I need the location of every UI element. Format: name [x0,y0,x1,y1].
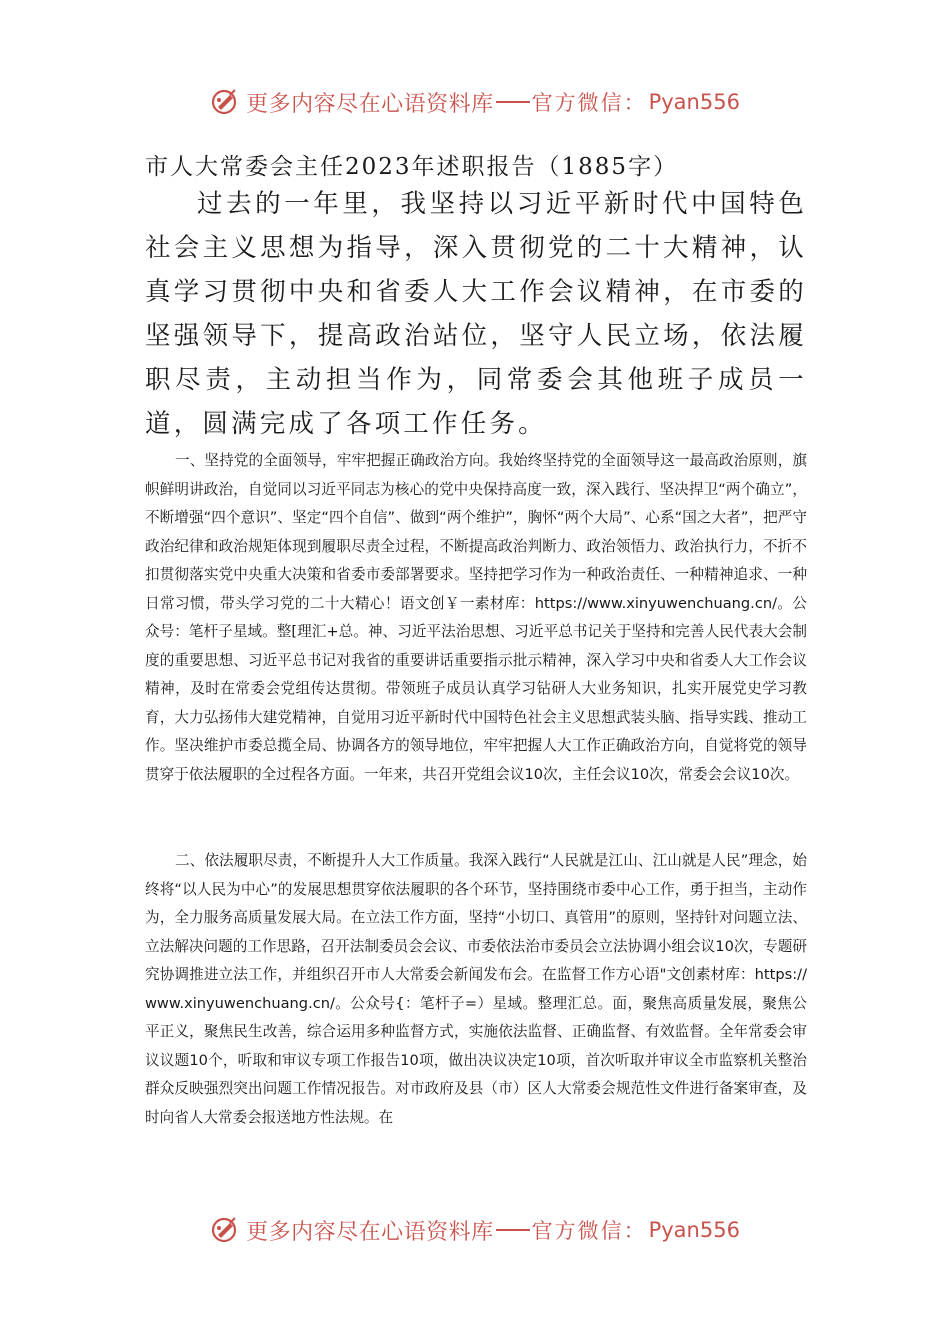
lead-paragraph: 过去的一年里，我坚持以习近平新时代中国特色社会主义思想为指导，深入贯彻党的二十大精神，认真学习贯彻中央和省委人大工作会议精神，在市委的坚强领导下，提高政治站位，坚守人民立场，依法履职尽责，主动担当作为，同常委会其他班子成员一道，圆满完成了各项工作任务。 [145,189,807,439]
pen-logo-icon [210,87,240,117]
banner-handle: Pyan556 [648,1218,740,1242]
banner-brand: 更多内容尽在心语资料库 [246,91,494,117]
banner-brand: 更多内容尽在心语资料库 [246,1219,494,1245]
banner-wechat-label: 官方微信： [531,91,647,115]
body-paragraph-1: 一、坚持党的全面领导，牢牢把握正确政治方向。我始终坚持党的全面领导这一最高政治原则，旗帜鲜明讲政治，自觉同以习近平同志为核心的党中央保持高度一致，深入践行、坚决捍卫“两个确立”，不断增强“四个意识”、坚定“四个自信”、做到“两个维护”，胸怀“两个大局”、心系“国之大者”，把严守政治纪律和政治规矩体现到履职尽责全过程，不断提高政治判断力、政治领悟力、政治执行力，不折不扣贯彻落实党中央重大决策和省委市委部署要求。坚持把学习作为一种政治责任、一种精神追求、一种日常习惯，带头学习党的二十大精心！语文创￥一素材库：https://www.xinyuwenchuang.cn/。公众号：笔杆子星域。整[理汇+总。神、习近平法治思想、习近平总书记关于坚持和完善人民代表大会制度的重要思想、习近平总书记对我省的重要讲话重要指示批示精神，深入学习中央和省委人大工作会议精神，及时在常委会党组传达贯彻。带领班子成员认真学习钻研人大业务知识，扎实开展党史学习教育，大力弘扬伟大建党精神，自觉用习近平新时代中国特色社会主义思想武装头脑、指导实践、推动工作。坚决维护市委总揽全局、协调各方的领导地位，牢牢把握人大工作正确政治方向，自觉将党的领导贯穿于依法履职的全过程各方面。一年来，共召开党组会议10次，主任会议10次，常委会会议10次。 [145,452,807,783]
banner-wechat-label: 官方微信： [531,1219,647,1243]
top-banner [0,82,950,122]
bottom-banner [0,1210,950,1250]
banner-handle: Pyan556 [648,90,740,114]
pen-logo-icon [210,1215,240,1245]
body-paragraph-2: 二、依法履职尽责，不断提升人大工作质量。我深入践行“人民就是江山、江山就是人民”理念，始终将“以人民为中心”的发展思想贯穿依法履职的各个环节，坚持围绕市委中心工作，勇于担当，主动作为，全力服务高质量发展大局。在立法工作方面，坚持“小切口、真管用”的原则，坚持针对问题立法、立法解决问题的工作思路，召开法制委员会会议、市委依法治市委员会立法协调小组会议10次，专题研究协调推进立法工作，并组织召开市人大常委会新闻发布会。在监督工作方心语"文创素材库：https://www.xinyuwenchuang.cn/。公众号{：笔杆子=）星域。整理汇总。面，聚焦高质量发展，聚焦公平正义，聚焦民生改善，综合运用多种监督方式，实施依法监督、正确监督、有效监督。全年常委会审议议题10个，听取和审议专项工作报告10项，做出决议决定10项，首次听取并审议全市监察机关整治群众反映强烈突出问题工作情况报告。对市政府及县（市）区人大常委会规范性文件进行备案审查，及时向省人大常委会报送地方性法规。在 [145,852,807,1126]
banner-dash [496,101,530,103]
banner-dash [496,1229,530,1231]
document-title: 市人大常委会主任2023年述职报告（1885字） [145,154,679,180]
